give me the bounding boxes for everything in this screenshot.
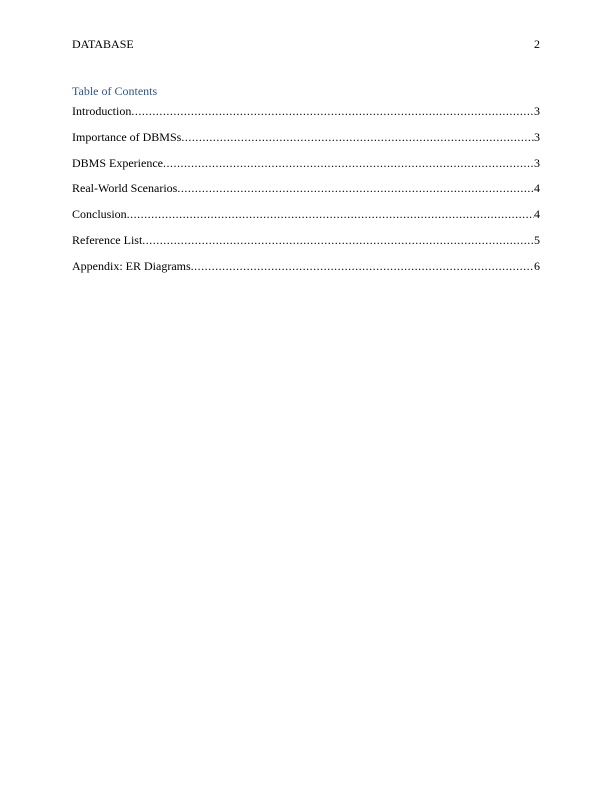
toc-entry-real-world-scenarios[interactable]	[72, 180, 540, 206]
toc-entry-page[interactable]: 3	[534, 104, 540, 118]
toc-entry-title[interactable]: Reference List	[72, 232, 143, 247]
toc-entry-introduction[interactable]	[72, 103, 540, 129]
table-of-contents	[72, 103, 540, 284]
toc-entry-reference-list[interactable]	[72, 232, 540, 258]
toc-dot-leader	[177, 180, 534, 196]
toc-entry-dbms-experience[interactable]	[72, 155, 540, 181]
toc-entry-title[interactable]: Importance of DBMSs	[72, 129, 182, 144]
toc-dot-leader	[142, 232, 534, 248]
toc-entry-appendix-er-diagrams[interactable]	[72, 258, 540, 284]
toc-entry-title[interactable]: DBMS Experience	[72, 155, 163, 170]
toc-entry-page[interactable]: 3	[534, 155, 540, 170]
toc-entry-page[interactable]: 6	[534, 258, 540, 273]
toc-entry-page[interactable]: 5	[534, 232, 540, 247]
toc-dot-leader	[191, 258, 534, 274]
toc-dot-leader	[127, 206, 534, 222]
toc-dot-leader	[163, 155, 534, 171]
toc-entry-page[interactable]: 4	[534, 207, 540, 222]
running-head	[72, 36, 540, 52]
toc-entry-conclusion[interactable]	[72, 206, 540, 232]
toc-dot-leader	[181, 129, 534, 145]
toc-entry-title[interactable]: Appendix: ER Diagrams	[72, 258, 191, 273]
toc-entry-title[interactable]: Conclusion	[72, 207, 127, 222]
toc-entry-page[interactable]: 4	[534, 181, 540, 196]
toc-entry-title[interactable]: Introduction	[72, 104, 132, 118]
page-number: 2	[534, 37, 540, 51]
toc-heading: Table of Contents	[72, 84, 158, 98]
toc-dot-leader	[131, 103, 534, 119]
toc-entry-page[interactable]: 3	[534, 129, 540, 144]
toc-entry-title[interactable]: Real-World Scenarios	[72, 181, 178, 196]
running-head-title: DATABASE	[72, 37, 134, 51]
toc-entry-importance-of-dbmss[interactable]	[72, 129, 540, 155]
